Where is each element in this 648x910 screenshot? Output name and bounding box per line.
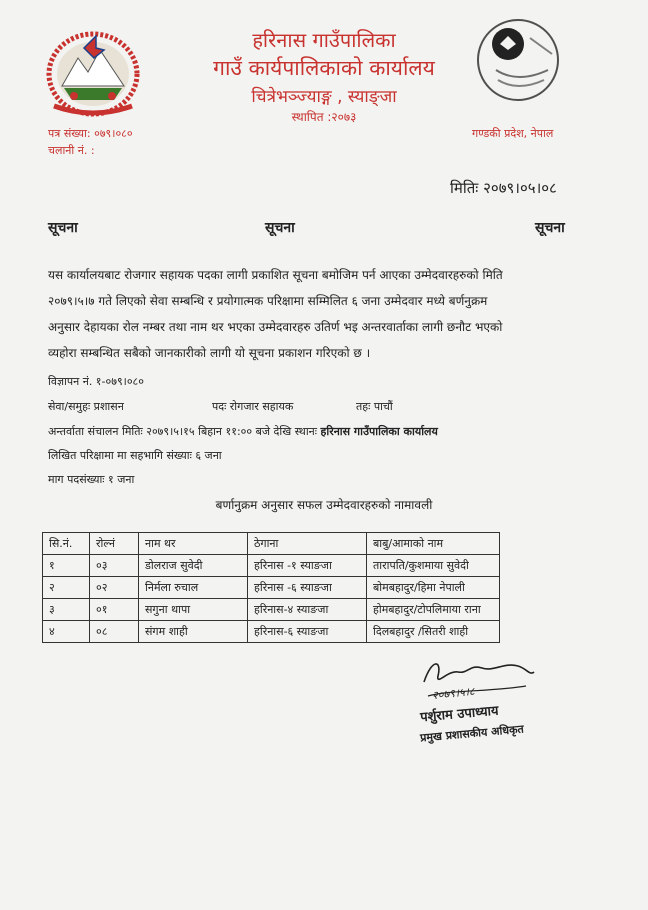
table-row <box>43 599 500 621</box>
cell-parents: दिलबहादुर /सितरी शाही <box>367 621 500 643</box>
cell-name: सगुना थापा <box>139 599 248 621</box>
advertisement-number: विज्ञापन नं. १-०७९।०८० <box>48 375 144 388</box>
letter-number: पत्र संख्या: ०७९।०८० <box>48 127 133 140</box>
table-row <box>43 555 500 577</box>
cell-parents: तारापति/कुशमाया सुवेदी <box>367 555 500 577</box>
cell-address: हरिनास -६ स्याङजा <box>248 577 367 599</box>
post-name: पदः रोगजार सहायक <box>212 400 294 413</box>
cell-serial: २ <box>43 577 90 599</box>
letter-date: मितिः २०७९।०५।०८ <box>450 179 557 197</box>
notice-heading-center: सूचना <box>265 220 295 236</box>
interview-place: हरिनास गाउँपालिका कार्यालय <box>320 425 438 438</box>
cell-parents: बोमबहादुर/हिमा नेपाली <box>367 577 500 599</box>
office-address: चित्रेभञ्ज्याङ्ग , स्याङ्जा <box>251 87 397 107</box>
interview-schedule <box>48 424 438 439</box>
results-table <box>42 532 500 643</box>
cell-name: डोलराज सुवेदी <box>139 555 248 577</box>
col-address: ठेगाना <box>248 533 367 555</box>
cell-serial: १ <box>43 555 90 577</box>
col-name: नाम थर <box>139 533 248 555</box>
written-exam-participants: लिखित परिक्षामा मा सहभागि संख्याः ६ जना <box>48 449 222 462</box>
demand-posts: माग पदसंख्याः १ जना <box>48 473 135 486</box>
cell-serial: ३ <box>43 599 90 621</box>
service-group: सेवा/समुहः प्रशासन <box>48 400 124 413</box>
col-roll: रोल्नं <box>90 533 139 555</box>
cell-roll: ०३ <box>90 555 139 577</box>
body-line-1: यस कार्यालयबाट रोजगार सहायक पदका लागी प्रकाशित सूचना बमोजिम पर्न आएका उम्मेदवारहरुको मिति <box>48 268 503 282</box>
cell-name: निर्मला रुचाल <box>139 577 248 599</box>
signatory-title: प्रमुख प्रशासकीय अधिकृत <box>419 722 525 745</box>
cell-address: हरिनास -१ स्याङजा <box>248 555 367 577</box>
cell-roll: ०८ <box>90 621 139 643</box>
post-level: तहः पाचौं <box>356 400 393 413</box>
body-line-3: अनुसार देहायका रोल नम्बर तथा नाम थर भएका उम्मेदवारहरु उतिर्ण भइ अन्तरवार्ताका लागी छनौट भएको <box>48 320 503 334</box>
cell-serial: ४ <box>43 621 90 643</box>
table-row <box>43 577 500 599</box>
office-title: गाउँ कार्यपालिकाको कार्यालय <box>213 56 435 80</box>
cell-name: संगम शाही <box>139 621 248 643</box>
cell-roll: ०१ <box>90 599 139 621</box>
notice-body <box>48 262 616 366</box>
col-serial: सि.नं. <box>43 533 90 555</box>
cell-address: हरिनास-४ स्याङजा <box>248 599 367 621</box>
notice-heading-left: सूचना <box>48 220 78 236</box>
established-year: स्थापित :२०७३ <box>291 110 357 124</box>
signatory-name: पर्शुराम उपाध्याय <box>419 703 500 726</box>
cell-parents: होमबहादुर/टोपलिमाया राना <box>367 599 500 621</box>
table-row <box>43 621 500 643</box>
cell-address: हरिनास-६ स्याङजा <box>248 621 367 643</box>
dispatch-number: चलानी नं. : <box>48 144 95 157</box>
results-table-title: बर्णानुक्रम अनुसार सफल उम्मेदवारहरुको नामावली <box>215 498 433 512</box>
office-name: हरिनास गाउँपालिका <box>252 28 396 52</box>
province-label: गण्डकी प्रदेश, नेपाल <box>472 127 554 140</box>
table-header-row <box>43 533 500 555</box>
notice-heading-right: सूचना <box>535 220 565 236</box>
office-stamp <box>472 14 564 106</box>
cell-roll: ०२ <box>90 577 139 599</box>
col-parents: बाबु/आमाको नाम <box>367 533 500 555</box>
body-line-2: २०७९।५।७ गते लिएको सेवा सम्बन्धि र प्रयोगात्मक परिक्षामा सम्मिलित ६ जना उम्मेदवार मध्ये बर्णनुक्रम <box>48 294 488 308</box>
body-line-4: व्यहोरा सम्बन्धित सबैको जानकारीको लागी यो सूचना प्रकाशन गरिएको छ । <box>48 346 371 360</box>
signature-date: २०७९।५।८ <box>431 684 476 703</box>
interview-date-time: अन्तर्वाता संचालन मितिः २०७९।५।१५ बिहान ११:०० बजे देखि स्थानः <box>48 425 318 438</box>
